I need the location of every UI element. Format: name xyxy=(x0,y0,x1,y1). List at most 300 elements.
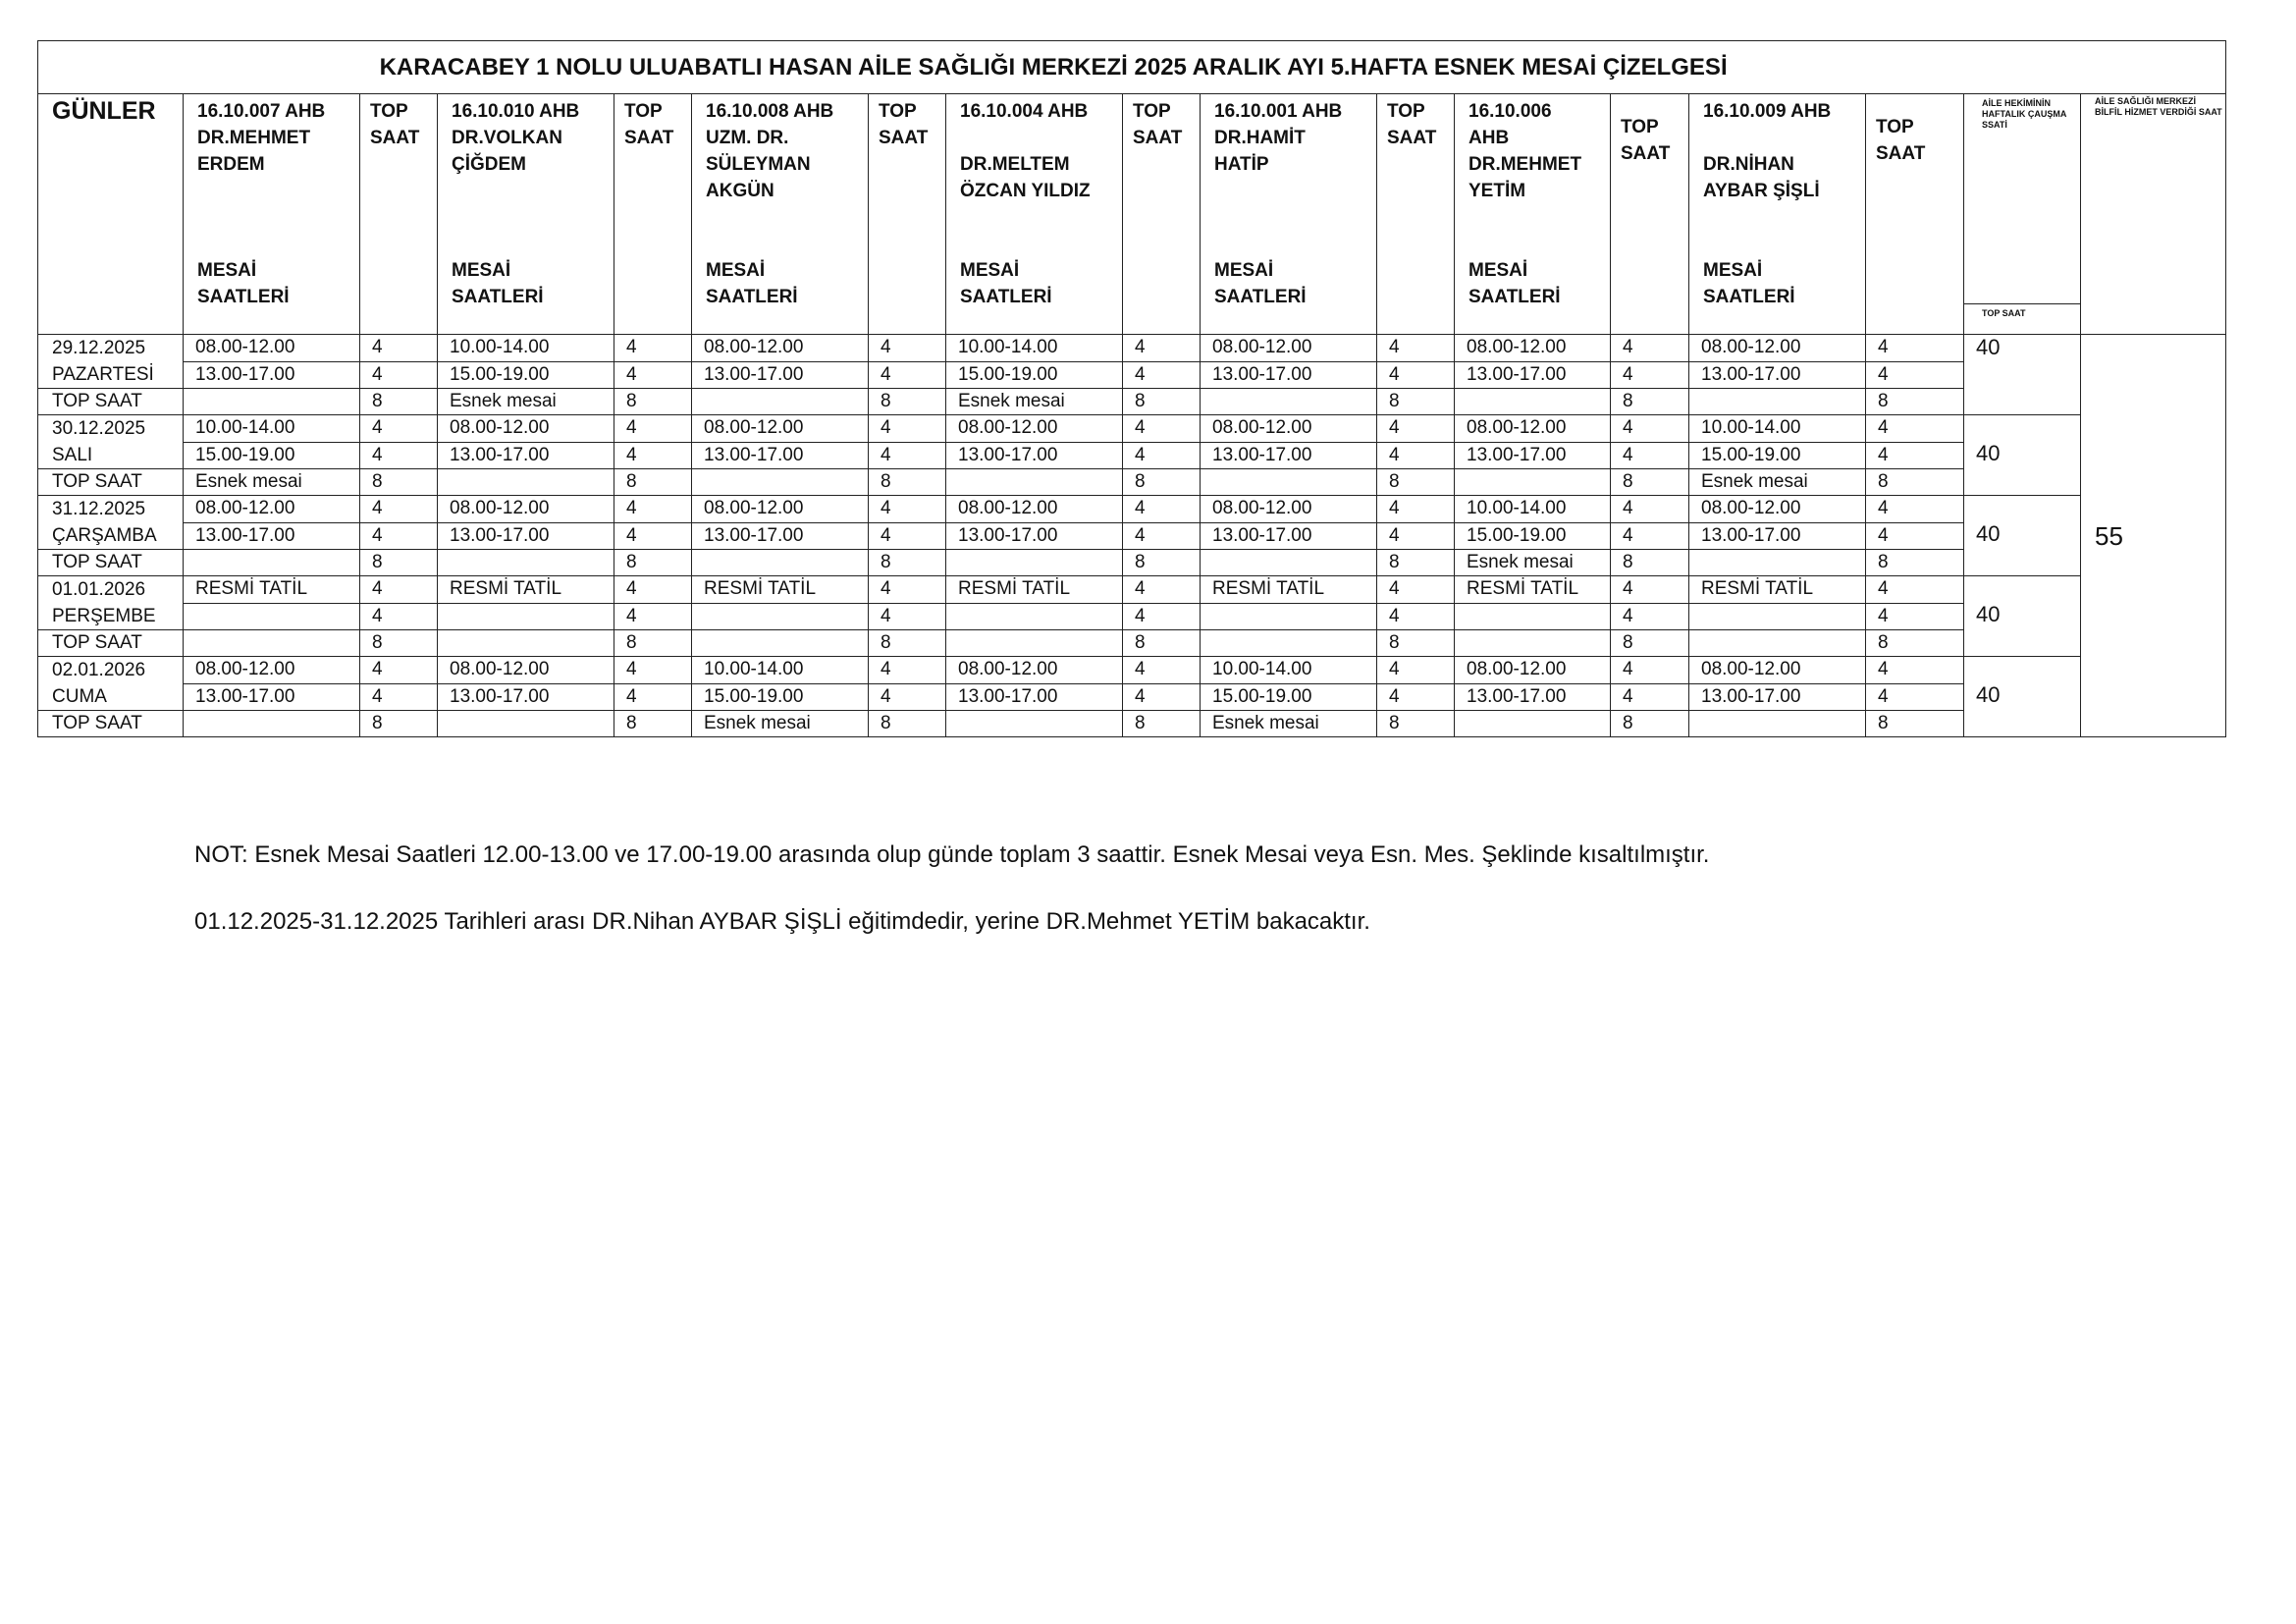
mesai-cell: Esnek mesai xyxy=(1201,711,1377,737)
mesai-cell xyxy=(184,603,360,630)
hours-cell: 4 xyxy=(1611,683,1689,711)
hours-cell: 8 xyxy=(360,630,438,657)
doctor-name-line: DR.MELTEM xyxy=(960,154,1070,175)
mesai-cell: 13.00-17.00 xyxy=(438,522,614,550)
hours-cell: 8 xyxy=(614,469,692,496)
top-saat-line: TOP xyxy=(1133,101,1171,122)
top-saat-header xyxy=(614,94,692,335)
note-substitute: 01.12.2025-31.12.2025 Tarihleri arası DR.Nihan AYBAR ŞİŞLİ eğitimdedir, yerine DR.Mehmet YETİM bakacaktır. xyxy=(194,908,1370,935)
doctor-name-line: UZM. DR. xyxy=(706,128,789,148)
doctor-name-line: HATİP xyxy=(1214,154,1269,175)
doctor-name-line: 16.10.008 AHB xyxy=(706,101,834,122)
day-date: 01.01.2026 xyxy=(52,579,146,600)
top-saat-line: TOP xyxy=(1621,117,1659,137)
doctor-header xyxy=(946,94,1123,335)
doctor-name-line xyxy=(1703,125,1860,151)
hours-cell: 8 xyxy=(1866,469,1964,496)
hours-cell: 4 xyxy=(869,335,946,362)
hours-cell: 8 xyxy=(1866,711,1964,737)
weekly-total-value: 40 xyxy=(1976,335,2001,359)
mesai-label xyxy=(706,257,863,310)
top-saat-header xyxy=(360,94,438,335)
doctor-name-line xyxy=(452,178,609,204)
hours-cell: 8 xyxy=(1123,630,1201,657)
hours-cell: 4 xyxy=(1123,657,1201,684)
mesai-cell: 10.00-14.00 xyxy=(692,657,869,684)
hours-cell: 4 xyxy=(1866,603,1964,630)
hours-cell: 4 xyxy=(1377,576,1455,604)
mesai-cell: Esnek mesai xyxy=(692,711,869,737)
top-saat-header xyxy=(1377,94,1455,335)
hours-cell: 4 xyxy=(1611,361,1689,389)
top-saat-header xyxy=(1123,94,1201,335)
hours-cell: 4 xyxy=(614,657,692,684)
doctor-name-line xyxy=(1214,178,1371,204)
mesai-cell xyxy=(438,469,614,496)
hours-cell: 8 xyxy=(1377,711,1455,737)
mesai-cell xyxy=(438,630,614,657)
day-cell xyxy=(38,657,184,711)
doctor-header-box xyxy=(946,94,1122,334)
table-row xyxy=(38,469,2226,496)
mesai-cell: 13.00-17.00 xyxy=(946,442,1123,469)
hours-cell: 4 xyxy=(1377,335,1455,362)
hours-cell: 4 xyxy=(1611,496,1689,523)
hours-cell: 8 xyxy=(614,630,692,657)
table-row xyxy=(38,522,2226,550)
mesai-cell: 15.00-19.00 xyxy=(1689,442,1866,469)
top-saat-line: TOP xyxy=(1387,101,1425,122)
mesai-cell xyxy=(438,711,614,737)
mesai-cell: 10.00-14.00 xyxy=(1201,657,1377,684)
table-row xyxy=(38,550,2226,576)
hours-cell: 8 xyxy=(1123,469,1201,496)
mesai-cell xyxy=(1455,603,1611,630)
day-name: SALI xyxy=(52,445,93,465)
mesai-cell xyxy=(692,389,869,415)
doctor-name xyxy=(1214,98,1371,204)
mesai-cell xyxy=(946,711,1123,737)
mesai-cell: 08.00-12.00 xyxy=(438,415,614,443)
doctor-name-line: 16.10.009 AHB xyxy=(1703,101,1832,122)
hours-cell: 4 xyxy=(1611,576,1689,604)
mesai-cell xyxy=(1201,630,1377,657)
mesai-cell xyxy=(1689,603,1866,630)
hours-cell: 4 xyxy=(1377,442,1455,469)
mesai-cell: 13.00-17.00 xyxy=(184,522,360,550)
hours-cell: 4 xyxy=(360,683,438,711)
doctor-header-box xyxy=(184,94,359,334)
mesai-cell: 13.00-17.00 xyxy=(692,361,869,389)
mesai-cell xyxy=(946,630,1123,657)
top-saat-line: SAAT xyxy=(1876,143,1926,164)
mesai-cell: 13.00-17.00 xyxy=(1689,683,1866,711)
mesai-cell: 13.00-17.00 xyxy=(946,522,1123,550)
mesai-cell: 08.00-12.00 xyxy=(184,496,360,523)
hours-cell: 4 xyxy=(614,361,692,389)
weekly-total-cell xyxy=(1964,496,2081,576)
doctor-name-line: ÖZCAN YILDIZ xyxy=(960,181,1091,201)
mesai-cell xyxy=(1201,550,1377,576)
doctor-header-box xyxy=(1201,94,1376,334)
hours-cell: 4 xyxy=(1611,603,1689,630)
hours-cell: 8 xyxy=(1377,630,1455,657)
doctor-header xyxy=(692,94,869,335)
hours-cell: 4 xyxy=(1123,335,1201,362)
mesai-cell: Esnek mesai xyxy=(946,389,1123,415)
hours-cell: 4 xyxy=(614,415,692,443)
top-saat-header xyxy=(869,94,946,335)
mesai-cell: 15.00-19.00 xyxy=(692,683,869,711)
hours-cell: 8 xyxy=(1611,630,1689,657)
mesai-cell: 08.00-12.00 xyxy=(1455,335,1611,362)
mesai-cell: 13.00-17.00 xyxy=(1689,361,1866,389)
day-name: PERŞEMBE xyxy=(52,606,156,626)
mesai-label xyxy=(197,257,354,310)
hours-cell: 8 xyxy=(614,389,692,415)
mesai-cell: RESMİ TATİL xyxy=(1201,576,1377,604)
hours-cell: 4 xyxy=(869,603,946,630)
mesai-cell xyxy=(692,469,869,496)
doctor-header-box xyxy=(692,94,868,334)
weekly-hours-label: AİLE HEKİMİNİN HAFTALIK ÇAUŞMA SSATİ xyxy=(1982,98,2066,130)
day-cell xyxy=(38,415,184,469)
mesai-cell: 15.00-19.00 xyxy=(1455,522,1611,550)
note-esnek-mesai: NOT: Esnek Mesai Saatleri 12.00-13.00 ve 17.00-19.00 arasında olup günde toplam 3 saattir. Esnek Mesai veya Esn. Mes. Şeklinde kısaltılmıştır. xyxy=(194,841,1710,868)
day-cell xyxy=(38,576,184,630)
mesai-cell xyxy=(1689,711,1866,737)
doctor-name-line: SÜLEYMAN xyxy=(706,154,811,175)
mesai-label-line: MESAİ xyxy=(1468,260,1528,281)
schedule-sheet xyxy=(37,40,2220,737)
weekly-total-cell xyxy=(1964,335,2081,415)
mesai-cell: 15.00-19.00 xyxy=(438,361,614,389)
top-saat-line: SAAT xyxy=(624,128,674,148)
mesai-cell: 10.00-14.00 xyxy=(946,335,1123,362)
hours-cell: 4 xyxy=(1866,496,1964,523)
hours-cell: 8 xyxy=(869,711,946,737)
hours-cell: 4 xyxy=(360,522,438,550)
mesai-cell: Esnek mesai xyxy=(1689,469,1866,496)
hours-cell: 8 xyxy=(360,389,438,415)
mesai-cell: 13.00-17.00 xyxy=(438,683,614,711)
hours-cell: 4 xyxy=(614,522,692,550)
mesai-label-line: SAATLERİ xyxy=(1468,287,1561,307)
hours-cell: 8 xyxy=(1123,389,1201,415)
hours-cell: 8 xyxy=(360,469,438,496)
mesai-cell: 08.00-12.00 xyxy=(1455,415,1611,443)
hours-cell: 4 xyxy=(1377,415,1455,443)
mesai-cell: 15.00-19.00 xyxy=(1201,683,1377,711)
doctor-name xyxy=(197,98,354,204)
mesai-cell: 13.00-17.00 xyxy=(1455,361,1611,389)
doctor-name-line: ERDEM xyxy=(197,154,265,175)
hours-cell: 4 xyxy=(1123,683,1201,711)
top-saat-row-label: TOP SAAT xyxy=(38,550,184,576)
doctor-name-line: 16.10.007 AHB xyxy=(197,101,326,122)
hours-cell: 8 xyxy=(1123,711,1201,737)
mesai-cell: 13.00-17.00 xyxy=(184,361,360,389)
top-saat-line: TOP xyxy=(370,101,408,122)
hours-cell: 8 xyxy=(1611,389,1689,415)
doctor-header xyxy=(184,94,360,335)
hours-cell: 4 xyxy=(1866,442,1964,469)
mesai-cell xyxy=(692,603,869,630)
doctor-header xyxy=(438,94,614,335)
mesai-cell: 08.00-12.00 xyxy=(692,496,869,523)
title-text: KARACABEY 1 NOLU ULUABATLI HASAN AİLE SAĞLIĞI MERKEZİ 2025 ARALIK AYI 5.HAFTA ESNEK MESAİ ÇİZELGESİ xyxy=(379,53,1728,81)
mesai-cell: 13.00-17.00 xyxy=(1689,522,1866,550)
hours-cell: 4 xyxy=(1123,522,1201,550)
hours-cell: 4 xyxy=(1611,522,1689,550)
mesai-cell: 10.00-14.00 xyxy=(184,415,360,443)
hours-cell: 4 xyxy=(869,683,946,711)
hours-cell: 8 xyxy=(1377,469,1455,496)
doctor-name-line: DR.MEHMET xyxy=(1468,154,1582,175)
mesai-cell xyxy=(1201,603,1377,630)
mesai-cell: 08.00-12.00 xyxy=(1201,335,1377,362)
top-saat-row-label: TOP SAAT xyxy=(38,711,184,737)
doctor-name-line: AKGÜN xyxy=(706,181,774,201)
hours-cell: 4 xyxy=(360,496,438,523)
day-name: CUMA xyxy=(52,686,107,707)
top-saat-line: TOP xyxy=(1876,117,1914,137)
day-cell xyxy=(38,335,184,389)
mesai-label xyxy=(452,257,609,310)
weekly-total-value: 40 xyxy=(1976,441,2001,465)
mesai-cell: RESMİ TATİL xyxy=(184,576,360,604)
mesai-label-line: SAATLERİ xyxy=(1703,287,1795,307)
mesai-cell xyxy=(946,603,1123,630)
hours-cell: 8 xyxy=(1866,550,1964,576)
mesai-cell xyxy=(1689,630,1866,657)
hours-cell: 4 xyxy=(869,657,946,684)
doctor-header-box xyxy=(1455,94,1610,334)
mesai-cell xyxy=(184,630,360,657)
doctor-name-line xyxy=(960,125,1117,151)
hours-cell: 8 xyxy=(869,469,946,496)
mesai-cell xyxy=(1455,469,1611,496)
hours-cell: 4 xyxy=(1866,335,1964,362)
doctor-name-line: AHB xyxy=(1468,128,1510,148)
mesai-cell: 08.00-12.00 xyxy=(1455,657,1611,684)
weekly-hours-header xyxy=(1964,94,2081,335)
top-saat-row-label: TOP SAAT xyxy=(38,630,184,657)
service-hours-label: AİLE SAĞLIĞI MERKEZİ BİLFİL HİZMET VERDİĞİ SAAT xyxy=(2095,96,2222,117)
mesai-cell xyxy=(946,469,1123,496)
hours-cell: 8 xyxy=(614,711,692,737)
table-row xyxy=(38,389,2226,415)
hours-cell: 4 xyxy=(1377,496,1455,523)
doctor-name-line: DR.HAMİT xyxy=(1214,128,1306,148)
weekly-total-cell xyxy=(1964,415,2081,496)
hours-cell: 4 xyxy=(1377,683,1455,711)
doctor-name xyxy=(1468,98,1626,204)
weekly-hours-box xyxy=(1964,94,2080,334)
mesai-label-line: SAATLERİ xyxy=(960,287,1052,307)
hours-cell: 8 xyxy=(1611,550,1689,576)
hours-cell: 4 xyxy=(1123,603,1201,630)
mesai-label-line: MESAİ xyxy=(960,260,1020,281)
table-body xyxy=(38,335,2226,737)
mesai-cell: 08.00-12.00 xyxy=(946,657,1123,684)
table-row xyxy=(38,496,2226,523)
mesai-cell: 13.00-17.00 xyxy=(1455,683,1611,711)
weekly-hours-divider xyxy=(1964,303,2080,304)
hours-cell: 4 xyxy=(1377,522,1455,550)
doctor-name-line: 16.10.001 AHB xyxy=(1214,101,1343,122)
hours-cell: 4 xyxy=(1377,361,1455,389)
top-saat-line: TOP xyxy=(879,101,917,122)
mesai-label-line: MESAİ xyxy=(1214,260,1274,281)
mesai-cell: 08.00-12.00 xyxy=(184,335,360,362)
hours-cell: 4 xyxy=(1611,657,1689,684)
hours-cell: 8 xyxy=(869,550,946,576)
mesai-cell: 13.00-17.00 xyxy=(1455,442,1611,469)
mesai-label xyxy=(1703,257,1860,310)
schedule-table xyxy=(37,40,2226,737)
mesai-label-line: MESAİ xyxy=(452,260,511,281)
day-date: 31.12.2025 xyxy=(52,499,146,519)
hours-cell: 4 xyxy=(360,415,438,443)
hours-cell: 4 xyxy=(1866,361,1964,389)
hours-cell: 4 xyxy=(1611,415,1689,443)
mesai-cell xyxy=(1201,389,1377,415)
hours-cell: 4 xyxy=(360,442,438,469)
mesai-label-line: SAATLERİ xyxy=(452,287,544,307)
service-hours-header xyxy=(2081,94,2226,335)
hours-cell: 8 xyxy=(869,630,946,657)
mesai-cell: Esnek mesai xyxy=(438,389,614,415)
doctor-name xyxy=(960,98,1117,204)
mesai-cell xyxy=(692,630,869,657)
mesai-cell: RESMİ TATİL xyxy=(1689,576,1866,604)
hours-cell: 4 xyxy=(869,415,946,443)
mesai-cell: 10.00-14.00 xyxy=(1455,496,1611,523)
mesai-label xyxy=(960,257,1117,310)
table-row xyxy=(38,361,2226,389)
hours-cell: 4 xyxy=(869,576,946,604)
mesai-cell: 08.00-12.00 xyxy=(184,657,360,684)
hours-cell: 4 xyxy=(1866,683,1964,711)
mesai-cell: 08.00-12.00 xyxy=(438,496,614,523)
table-row xyxy=(38,603,2226,630)
table-row xyxy=(38,576,2226,604)
hours-cell: 4 xyxy=(1123,496,1201,523)
mesai-cell xyxy=(1455,711,1611,737)
hours-cell: 4 xyxy=(360,576,438,604)
hours-cell: 4 xyxy=(614,576,692,604)
hours-cell: 4 xyxy=(614,335,692,362)
mesai-cell xyxy=(1201,469,1377,496)
table-row xyxy=(38,711,2226,737)
hours-cell: 8 xyxy=(1866,630,1964,657)
mesai-cell xyxy=(1689,550,1866,576)
mesai-cell: 08.00-12.00 xyxy=(1201,415,1377,443)
mesai-cell: 15.00-19.00 xyxy=(184,442,360,469)
doctor-name xyxy=(452,98,609,204)
hours-cell: 4 xyxy=(614,442,692,469)
day-date: 02.01.2026 xyxy=(52,660,146,680)
table-row xyxy=(38,630,2226,657)
mesai-cell xyxy=(1689,389,1866,415)
days-header: GÜNLER xyxy=(38,94,184,335)
hours-cell: 4 xyxy=(1377,603,1455,630)
mesai-cell: 10.00-14.00 xyxy=(438,335,614,362)
doctor-name xyxy=(706,98,863,204)
day-name: ÇARŞAMBA xyxy=(52,525,157,546)
doctor-name-line: DR.MEHMET xyxy=(197,128,311,148)
mesai-cell: 13.00-17.00 xyxy=(692,522,869,550)
mesai-cell xyxy=(438,603,614,630)
mesai-cell: 13.00-17.00 xyxy=(1201,361,1377,389)
hours-cell: 4 xyxy=(869,442,946,469)
hours-cell: 4 xyxy=(360,603,438,630)
doctor-header-box xyxy=(1689,94,1865,334)
weekly-total-value: 40 xyxy=(1976,602,2001,626)
hours-cell: 4 xyxy=(360,361,438,389)
table-row xyxy=(38,335,2226,362)
top-saat-header xyxy=(1866,94,1964,335)
weekly-hours-sub: TOP SAAT xyxy=(1982,308,2026,318)
doctor-header xyxy=(1455,94,1611,335)
day-date: 30.12.2025 xyxy=(52,418,146,439)
hours-cell: 4 xyxy=(1123,361,1201,389)
day-name: PAZARTESİ xyxy=(52,364,154,385)
hours-cell: 4 xyxy=(1866,415,1964,443)
mesai-cell: 15.00-19.00 xyxy=(946,361,1123,389)
hours-cell: 8 xyxy=(1123,550,1201,576)
table-row xyxy=(38,683,2226,711)
doctor-name-line: 16.10.006 xyxy=(1468,101,1552,122)
day-date: 29.12.2025 xyxy=(52,338,146,358)
mesai-cell: Esnek mesai xyxy=(1455,550,1611,576)
top-saat-line: SAAT xyxy=(1133,128,1183,148)
mesai-label-line: SAATLERİ xyxy=(706,287,798,307)
header-row xyxy=(38,94,2226,335)
weekly-total-value: 40 xyxy=(1976,682,2001,707)
doctor-name-line: DR.NİHAN xyxy=(1703,154,1794,175)
mesai-label-line: MESAİ xyxy=(706,260,766,281)
top-saat-line: SAAT xyxy=(1621,143,1671,164)
service-total-cell: 55 xyxy=(2081,335,2226,737)
hours-cell: 4 xyxy=(1611,335,1689,362)
mesai-cell: 13.00-17.00 xyxy=(946,683,1123,711)
hours-cell: 4 xyxy=(360,657,438,684)
hours-cell: 8 xyxy=(360,711,438,737)
hours-cell: 4 xyxy=(869,522,946,550)
mesai-cell: RESMİ TATİL xyxy=(946,576,1123,604)
mesai-cell xyxy=(184,550,360,576)
hours-cell: 8 xyxy=(1377,389,1455,415)
doctor-name-line: ÇİĞDEM xyxy=(452,154,526,175)
top-saat-row-label: TOP SAAT xyxy=(38,389,184,415)
hours-cell: 8 xyxy=(1377,550,1455,576)
mesai-label-line: SAATLERİ xyxy=(197,287,290,307)
hours-cell: 8 xyxy=(1611,469,1689,496)
notes-section xyxy=(194,839,1709,973)
mesai-cell xyxy=(1455,389,1611,415)
mesai-cell xyxy=(946,550,1123,576)
mesai-cell: 13.00-17.00 xyxy=(438,442,614,469)
hours-cell: 4 xyxy=(869,496,946,523)
mesai-cell xyxy=(1455,630,1611,657)
mesai-cell: 13.00-17.00 xyxy=(184,683,360,711)
hours-cell: 4 xyxy=(1866,522,1964,550)
mesai-cell: 08.00-12.00 xyxy=(1201,496,1377,523)
doctor-header xyxy=(1689,94,1866,335)
mesai-label xyxy=(1214,257,1371,310)
